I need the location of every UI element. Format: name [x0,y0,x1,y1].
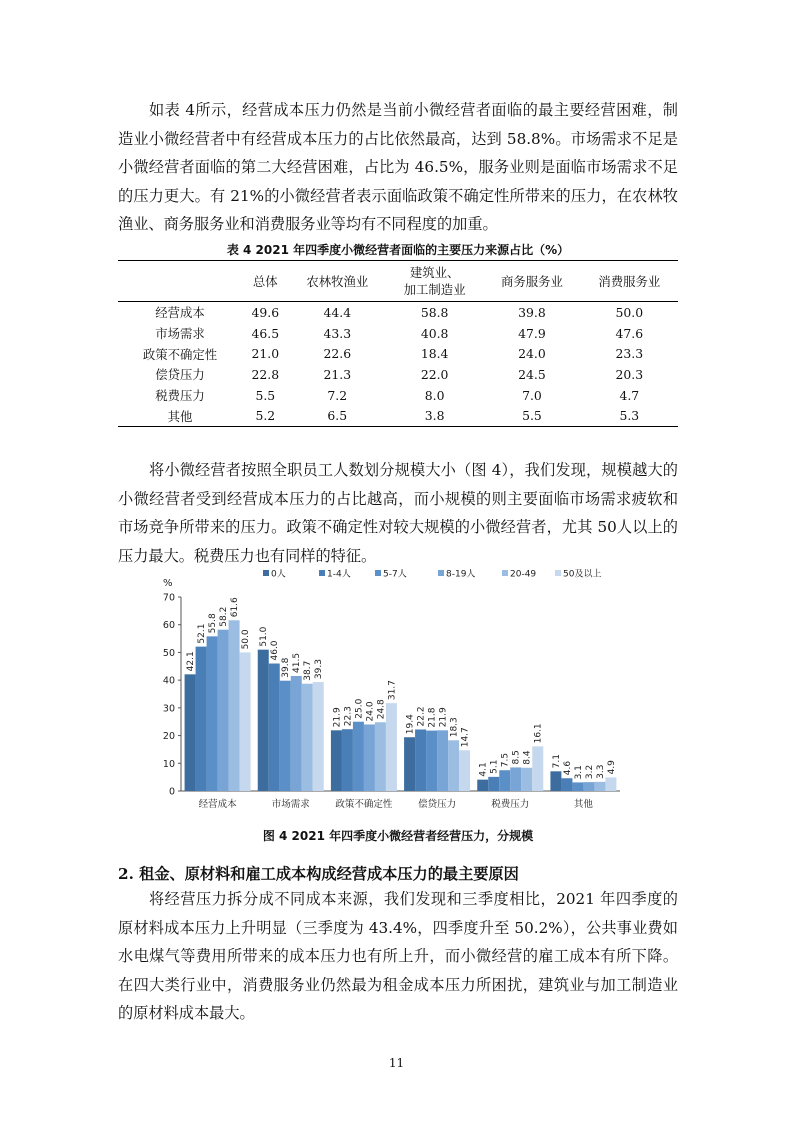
row-label: 偿贷压力 [155,367,205,383]
bar [594,782,605,791]
legend-label: 5-7人 [383,569,407,580]
bar [404,737,415,791]
data-label: 7.5 [500,752,511,768]
table-row [118,323,678,344]
bar [521,768,532,791]
data-label: 8.4 [522,750,533,765]
legend-swatch [319,570,325,576]
data-label: 21.9 [332,707,343,728]
category-label: 市场需求 [271,799,310,810]
table-header-cell: 总体 [242,261,289,302]
table-header-cell: 消费服务业 [581,261,678,302]
paragraph-intro: 如表 4所示，经营成本压力仍然是当前小微经营者面临的最主要经营困难，制造业小微经营者中有经营成本压力的占比依然最高，达到 58.8%。市场需求不足是小微经营者面临的第二大经营困难，占比为 46.5%，服务业则是面临市场需求不足的压力更大。有 21%的小微经营者表示面临政策不确定性所带来的压力，在农林牧渔业、商务服务业和消费服务业等均有不同程度的加重。 [118,101,678,233]
table-cell: 21.0 [251,346,280,362]
data-label: 41.5 [292,652,303,673]
bar [448,740,459,791]
table-header-cell: 农林牧渔业 [289,261,386,302]
pressure-source-table [118,260,678,427]
bar [218,630,229,791]
table-cell: 5.3 [581,405,678,426]
table-cell: 21.3 [323,366,352,382]
data-label: 38.7 [303,660,314,681]
legend-swatch [438,570,444,576]
data-label: 19.4 [405,714,416,735]
bar [550,771,561,791]
table-cell: 40.8 [420,325,449,341]
bar [488,777,499,791]
data-label: 22.3 [343,706,354,727]
row-label: 税费压力 [155,388,205,404]
table-cell: 47.9 [518,325,546,341]
data-label: 14.7 [460,727,471,748]
row-label: 政策不确定性 [142,346,218,362]
y-tick-label: 40 [162,675,175,687]
data-label: 21.8 [427,707,438,728]
y-tick-label: 60 [162,620,175,632]
data-label: 25.0 [354,698,365,719]
table-cell: 6.5 [289,405,386,426]
category-label: 政策不确定性 [335,799,393,810]
data-label: 39.8 [281,657,292,678]
paragraph-size-analysis: 将小微经营者按照全职员工人数划分规模大小（图 4），我们发现，规模越大的小微经营者受到经营成本压力的占比越高，而小规模的则主要面临市场需求疲软和市场竞争所带来的压力。政策不确定性对较大规模的小微经营者，尤其 50人以上的压力最大。税费压力也有同样的特征。 [118,461,678,565]
bar [258,650,269,791]
table-row [118,302,678,323]
table-row [118,343,678,364]
bar [583,782,594,791]
table-cell: 8.0 [424,387,445,403]
bar [386,703,397,791]
table-header-cell [118,261,242,302]
data-label: 8.5 [511,750,522,765]
row-label: 经营成本 [155,305,205,321]
bar [207,636,218,791]
data-label: 42.1 [186,651,197,672]
bar [240,652,251,791]
category-label: 税费压力 [491,799,530,810]
bar [477,780,488,791]
data-label: 31.7 [387,680,398,701]
y-tick-label: 0 [168,786,175,798]
table-cell: 5.2 [242,405,289,426]
table-cell: 58.8 [420,304,449,320]
bar [605,777,616,791]
bar [331,730,342,791]
data-label: 5.1 [489,759,500,774]
bar [572,782,583,791]
data-label: 18.3 [449,717,460,738]
y-axis-label: % [163,578,173,589]
legend-swatch [502,570,508,576]
y-tick-label: 10 [162,758,175,770]
data-label: 3.2 [584,764,595,780]
bar [426,731,437,791]
table-cell: 7.2 [327,387,348,403]
data-label: 22.2 [416,706,427,727]
bar [229,620,240,791]
category-label: 偿贷压力 [418,799,457,810]
table-header-cell: 商务服务业 [483,261,580,302]
bar [313,682,324,791]
y-tick-label: 50 [162,647,175,659]
bar [375,722,386,791]
row-label: 其他 [118,405,242,426]
table-cell: 49.6 [251,304,280,320]
bar [280,681,291,791]
bar [561,778,572,791]
data-label: 46.0 [270,640,281,661]
table-cell: 43.3 [323,325,352,341]
data-label: 7.1 [551,753,562,769]
y-tick-label: 20 [162,731,175,743]
legend-swatch [263,570,269,576]
bar [353,722,364,791]
bar [342,729,353,791]
bar [532,746,543,791]
bar [269,664,280,791]
chart-caption: 图 4 2021 年四季度小微经营者经营压力，分规模 [262,829,534,843]
data-label: 16.1 [533,723,544,744]
category-label: 经营成本 [198,799,237,810]
bar [364,724,375,791]
bar [510,767,521,791]
table-cell: 20.3 [615,366,644,382]
data-label: 4.1 [478,762,489,777]
table-cell: 23.3 [615,346,644,362]
y-tick-label: 70 [162,592,175,604]
legend-swatch [375,570,381,576]
table-cell: 22.8 [251,366,280,382]
table-cell: 24.5 [518,366,546,382]
data-label: 58.2 [219,606,230,627]
row-label: 市场需求 [155,326,205,342]
data-label: 61.6 [230,597,241,618]
table-cell: 47.6 [615,325,644,341]
legend-label: 1-4人 [327,569,351,580]
table-cell: 3.8 [386,405,483,426]
data-label: 4.6 [562,760,573,776]
table-header-row [118,261,678,302]
table-cell: 44.4 [323,304,352,320]
y-tick-label: 30 [162,703,175,715]
data-label: 52.1 [197,623,208,644]
table-row [118,385,678,406]
pressure-by-size-chart [150,563,620,815]
table-cell: 5.5 [483,405,580,426]
table-row [118,405,678,426]
legend-label: 0人 [271,569,286,580]
table-cell: 18.4 [420,346,449,362]
data-label: 3.1 [573,765,584,780]
table-cell: 5.5 [255,387,276,403]
legend-swatch [555,570,561,576]
data-label: 4.9 [606,760,617,775]
bar [437,730,448,791]
bar [499,770,510,791]
data-label: 51.0 [259,626,270,647]
table-cell: 22.0 [420,366,449,382]
table-cell: 39.8 [518,304,546,320]
table-row [118,364,678,385]
bar [291,676,302,791]
data-label: 24.0 [365,701,376,722]
table-cell: 22.6 [323,346,352,362]
table-cell: 4.7 [619,387,640,403]
data-label: 50.0 [241,629,252,650]
table-cell: 46.5 [251,325,280,341]
legend-label: 20-49 [510,569,537,580]
bar [196,647,207,791]
page-number: 11 [388,1056,405,1070]
legend-label: 50及以上 [563,569,602,580]
section-heading: 2. 租金、原材料和雇工成本构成经营成本压力的最主要原因 [118,865,519,883]
table-cell: 7.0 [522,387,542,403]
category-label: 其他 [573,799,593,810]
paragraph-cost-sources: 将经营压力拆分成不同成本来源，我们发现和三季度相比，2021 年四季度的原材料成本压力上升明显（三季度为 43.4%，四季度升至 50.2%），公共事业费如水电煤气等费用所带来的成本压力也有所上升，而小微经营的雇工成本有所下降。在四大类行业中，消费服务业仍然最为租金成本压力所困扰，建筑业与加工制造业的原材料成本最大。 [118,890,678,1022]
data-label: 21.9 [438,707,449,728]
legend-label: 8-19人 [446,569,476,580]
data-label: 3.3 [595,764,606,779]
table-cell: 50.0 [615,304,644,320]
table-caption: 表 4 2021 年四季度小微经营者面临的主要压力来源占比（%） [226,243,570,257]
table-header-cell: 建筑业、 加工制造业 [386,261,483,302]
bar [415,729,426,791]
table-cell: 24.0 [518,346,546,362]
bar [459,750,470,791]
data-label: 24.8 [376,699,387,720]
bar [302,684,313,791]
data-label: 39.3 [314,659,325,680]
data-label: 55.8 [208,613,219,634]
bar [185,674,196,791]
